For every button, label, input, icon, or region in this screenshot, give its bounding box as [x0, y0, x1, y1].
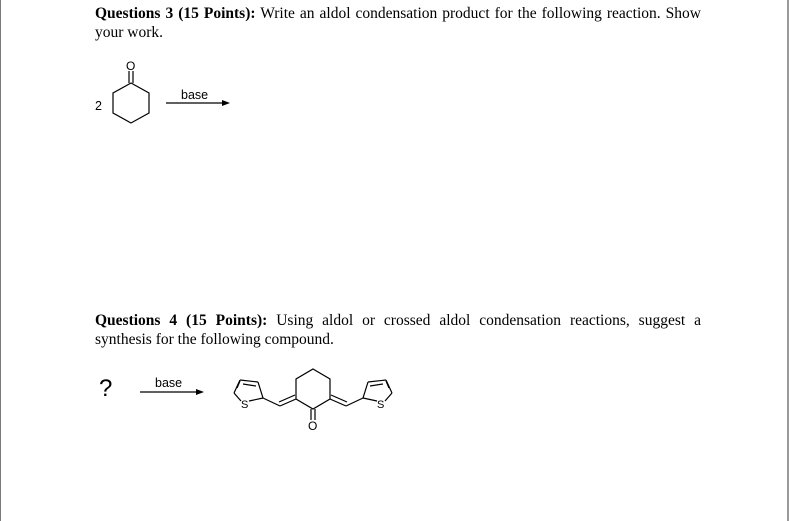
thiophene-right-sulfur: S: [377, 399, 385, 411]
question-4-heading: Questions 4 (15 Points):: [95, 312, 268, 329]
question-4-text: Using aldol or crossed aldol condensation reactions, suggest a synthesis for the following compound.: [95, 312, 701, 348]
question-3-heading: Questions 3 (15 Points):: [95, 5, 256, 22]
product-oxygen-label: O: [308, 419, 318, 433]
reaction-4-reagent: base: [155, 376, 183, 390]
unknown-starting-material: ?: [99, 375, 113, 402]
product-structure: [234, 369, 392, 420]
reaction-3-coefficient: 2: [95, 99, 102, 113]
reaction-3-reagent: base: [181, 88, 209, 102]
question-3-text: Write an aldol condensation product for the following reaction. Show your work.: [95, 5, 701, 41]
thiophene-left-sulfur: S: [241, 399, 249, 411]
cyclohexanone-structure: [113, 71, 149, 123]
reaction-3-oxygen-label: O: [126, 59, 136, 73]
